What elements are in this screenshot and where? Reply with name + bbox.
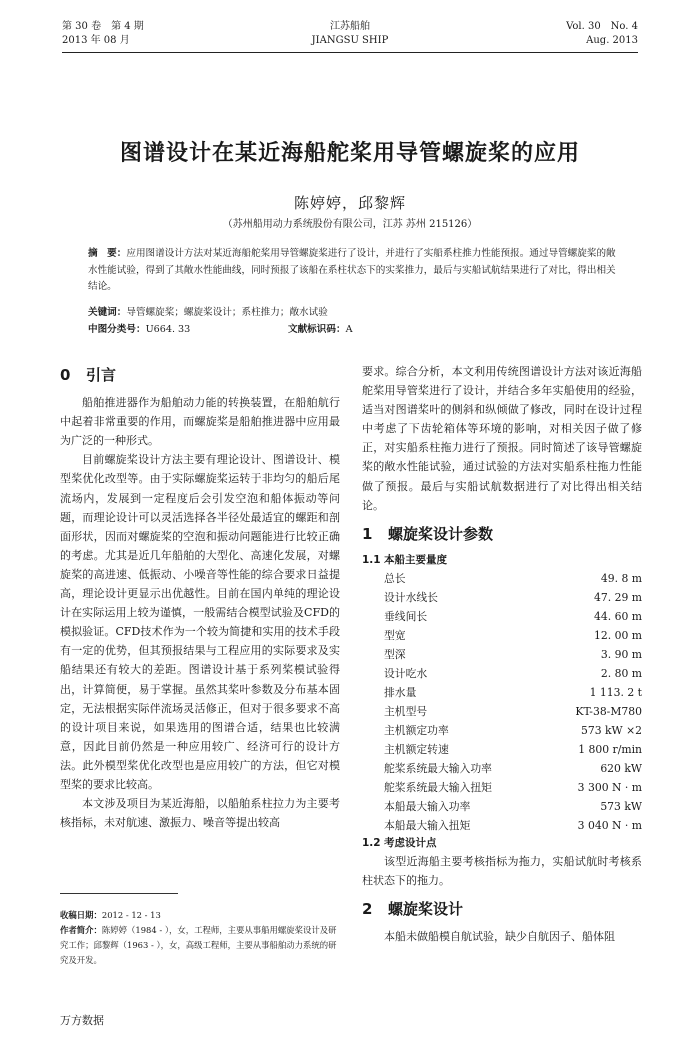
parameter-value: 12. 00 m — [593, 628, 642, 642]
left-column — [60, 362, 340, 832]
header-journal-zh: 江苏船舶 — [330, 21, 370, 32]
subsection-title: 本船主要量度 — [384, 553, 447, 566]
parameter-name: 设计吃水 — [384, 666, 428, 680]
footnote-received — [60, 908, 342, 923]
abstract-text: 应用图谱设计方法对某近海船舵桨用导管螺旋桨进行了设计，并进行了实船系柱推力性能预报。通过导管螺旋桨的敞水性能试验，得到了其敞水性能曲线，同时预报了该船在系柱状态下的实桨推力，最后与实船试航结果进行了对比，得出相关结论。 — [88, 248, 616, 292]
ship-parameter-list — [384, 569, 642, 835]
parameter-value: 3 040 N · m — [577, 818, 642, 832]
parameter-name: 主机型号 — [384, 704, 428, 718]
parameter-row — [384, 721, 642, 740]
doc-value: A — [345, 324, 353, 335]
parameter-row — [384, 683, 642, 702]
abstract — [88, 246, 620, 296]
section-number: 1 — [362, 524, 373, 543]
intro-paragraph-3-continued: 要求。综合分析，本文利用传统图谱设计方法对该近海船舵桨用导管桨进行了设计，并结合多年实船使用的经验，适当对图谱桨叶的侧斜和纵倾做了修改，同时在设计过程中考虑了下齿轮箱体等环境的影响，对相关因子做了修正，对实船系柱拖力进行了预报。同时简述了该导管螺旋桨的敞水性能试验，通过试验的方法对实船系柱拖力性能做了预报。最后与实船试航数据进行了对比得出相关结论。 — [362, 365, 642, 512]
parameter-row — [384, 588, 642, 607]
parameter-name: 本船最大输入功率 — [384, 799, 471, 813]
paper-title: 图谱设计在某近海船舵桨用导管螺旋桨的应用 — [119, 141, 580, 166]
header-date-zh: 2013 年 08 月 — [62, 35, 130, 46]
parameter-row — [384, 702, 642, 721]
classification — [88, 322, 620, 338]
subsection-1-2-heading — [362, 835, 642, 852]
footnote-rule — [60, 893, 178, 894]
header-journal-en: JIANGSU SHIP — [311, 35, 389, 46]
header-date-en: Aug. 2013 — [586, 35, 638, 46]
subsection-number: 1.1 — [362, 553, 381, 566]
parameter-name: 垂线间长 — [384, 609, 428, 623]
subsection-1-1-heading — [362, 552, 642, 569]
parameter-row — [384, 797, 642, 816]
abstract-label: 摘 要： — [88, 248, 127, 259]
parameter-value: 1 113. 2 t — [589, 685, 642, 699]
subsection-number: 1.2 — [362, 836, 381, 849]
header-rule — [62, 52, 638, 53]
header-volume-en — [566, 20, 638, 48]
parameter-name: 主机额定转速 — [384, 742, 449, 756]
parameter-row — [384, 607, 642, 626]
parameter-row — [384, 816, 642, 835]
bio-text: 陈婷婷（1984 - ），女，工程师，主要从事船用螺旋桨设计及研究工作；邱黎辉（1963 - ），女，高级工程师，主要从事船舶动力系统的研究及开发。 — [60, 925, 337, 965]
section-number: 2 — [362, 900, 373, 919]
parameter-name: 总长 — [384, 571, 406, 585]
paper-authors: 陈婷婷，邱黎辉 — [293, 194, 406, 212]
keywords — [88, 305, 620, 321]
parameter-name: 舵桨系统最大输入功率 — [384, 761, 492, 775]
header-vol-zh: 第 30 卷 第 4 期 — [62, 21, 144, 32]
parameter-value: 44. 60 m — [593, 609, 642, 623]
section-2-heading — [362, 900, 642, 919]
parameter-name: 主机额定功率 — [384, 723, 449, 737]
parameter-value: KT-38-M780 — [575, 704, 642, 718]
section-title: 螺旋桨设计参数 — [388, 524, 494, 543]
parameter-row — [384, 569, 642, 588]
parameter-value: 2. 80 m — [600, 666, 642, 680]
parameter-name: 设计水线长 — [384, 590, 438, 604]
parameter-value: 573 kW ×2 — [580, 723, 642, 737]
parameter-name: 型宽 — [384, 628, 406, 642]
parameter-name: 型深 — [384, 647, 406, 661]
class-label: 中图分类号： — [88, 324, 146, 335]
intro-paragraph-2: 目前螺旋桨设计方法主要有理论设计、图谱设计、模型桨优化改型等。由于实际螺旋桨运转于非均匀的船后尾流场内，发展到一定程度后会引发空泡和船体振动等问题，而理论设计可以灵活选择各半径处最适宜的螺距和剖面形状，因而对螺旋桨的空泡和振动问题能进行比较正确的考虑。尤其是近几年船舶的大型化、高速化发展，对螺旋桨的高进速、低振动、小噪音等性能的综合要求日益提高，理论设计更显示出优越性。目前在国内单纯的理论设计在实际运用上较为谨慎，一般需结合模型试验及CFD的模拟验证。CFD技术作为一个较为简捷和实用的技术手段有一定的优势，但其预报结果与工程应用的实际要求及实船结果还有较大的差距。图谱设计基于系列桨模试验得出，计算简便，易于掌握。虽然其桨叶参数及分布基本固定，无法根据实际伴流场灵活修正，但对于很多要求不高的设计项目来说，如果选用的图谱合适，结果也比较满意，因此目前仍然是一种应用较广、经济可行的设计方法。此外模型桨优化改型也是应用较广的方法，但它对模型桨的要求比较高。 — [60, 453, 340, 791]
footnote — [60, 908, 342, 968]
subsection-title: 考虑设计点 — [384, 836, 437, 849]
intro-paragraph-1: 船舶推进器作为船舶动力能的转换装置，在船舶航行中起着非常重要的作用，而螺旋桨是船舶推进器中应用最为广泛的一种形式。 — [60, 396, 340, 448]
section-2-text: 本船未做船模自航试验，缺少自航因子、船体阻 — [384, 930, 615, 944]
intro-paragraph-3: 本文涉及项目为某近海船，以船舶系柱拉力为主要考核指标，未对航速、激振力、噪音等提出较高 — [60, 797, 340, 830]
section-intro-heading — [60, 366, 340, 385]
parameter-row — [384, 740, 642, 759]
footnote-bio — [60, 923, 342, 968]
parameter-value: 49. 8 m — [600, 571, 642, 585]
parameter-name: 排水量 — [384, 685, 417, 699]
parameter-row — [384, 778, 642, 797]
parameter-row — [384, 626, 642, 645]
keywords-text: 导管螺旋桨；螺旋桨设计；系柱推力；敞水试验 — [126, 307, 328, 318]
header-journal — [62, 20, 638, 48]
parameter-value: 573 kW — [600, 799, 642, 813]
watermark: 万方数据 — [60, 1014, 104, 1027]
parameter-row — [384, 664, 642, 683]
parameter-value: 3. 90 m — [600, 647, 642, 661]
parameter-value: 1 800 r/min — [578, 742, 642, 756]
section-title: 引言 — [86, 366, 117, 384]
class-value: U664. 33 — [145, 324, 191, 335]
parameter-value: 47. 29 m — [593, 590, 642, 604]
section-number: 0 — [60, 366, 71, 384]
doc-label: 文献标识码： — [288, 324, 346, 335]
section-title: 螺旋桨设计 — [388, 900, 464, 919]
parameter-row — [384, 759, 642, 778]
parameter-value: 3 300 N · m — [577, 780, 642, 794]
bio-label: 作者简介： — [60, 925, 102, 935]
parameter-name: 舵桨系统最大输入扭矩 — [384, 780, 492, 794]
paper-affiliation: （苏州船用动力系统股份有限公司，江苏 苏州 215126） — [222, 219, 478, 230]
right-column — [362, 362, 642, 946]
doc-code — [288, 322, 353, 338]
section-1-heading — [362, 525, 642, 544]
received-label: 收稿日期： — [60, 910, 102, 920]
header-vol-en: Vol. 30 No. 4 — [566, 21, 638, 32]
parameter-value: 620 kW — [600, 761, 642, 775]
received-date: 2012 - 12 - 13 — [101, 910, 161, 920]
keywords-label: 关键词： — [88, 307, 127, 318]
parameter-row — [384, 645, 642, 664]
subsection-1-2-text: 该型近海船主要考核指标为拖力，实船试航时考核系柱状态下的拖力。 — [362, 854, 642, 887]
running-header — [62, 20, 638, 68]
parameter-name: 本船最大输入扭矩 — [384, 818, 471, 832]
